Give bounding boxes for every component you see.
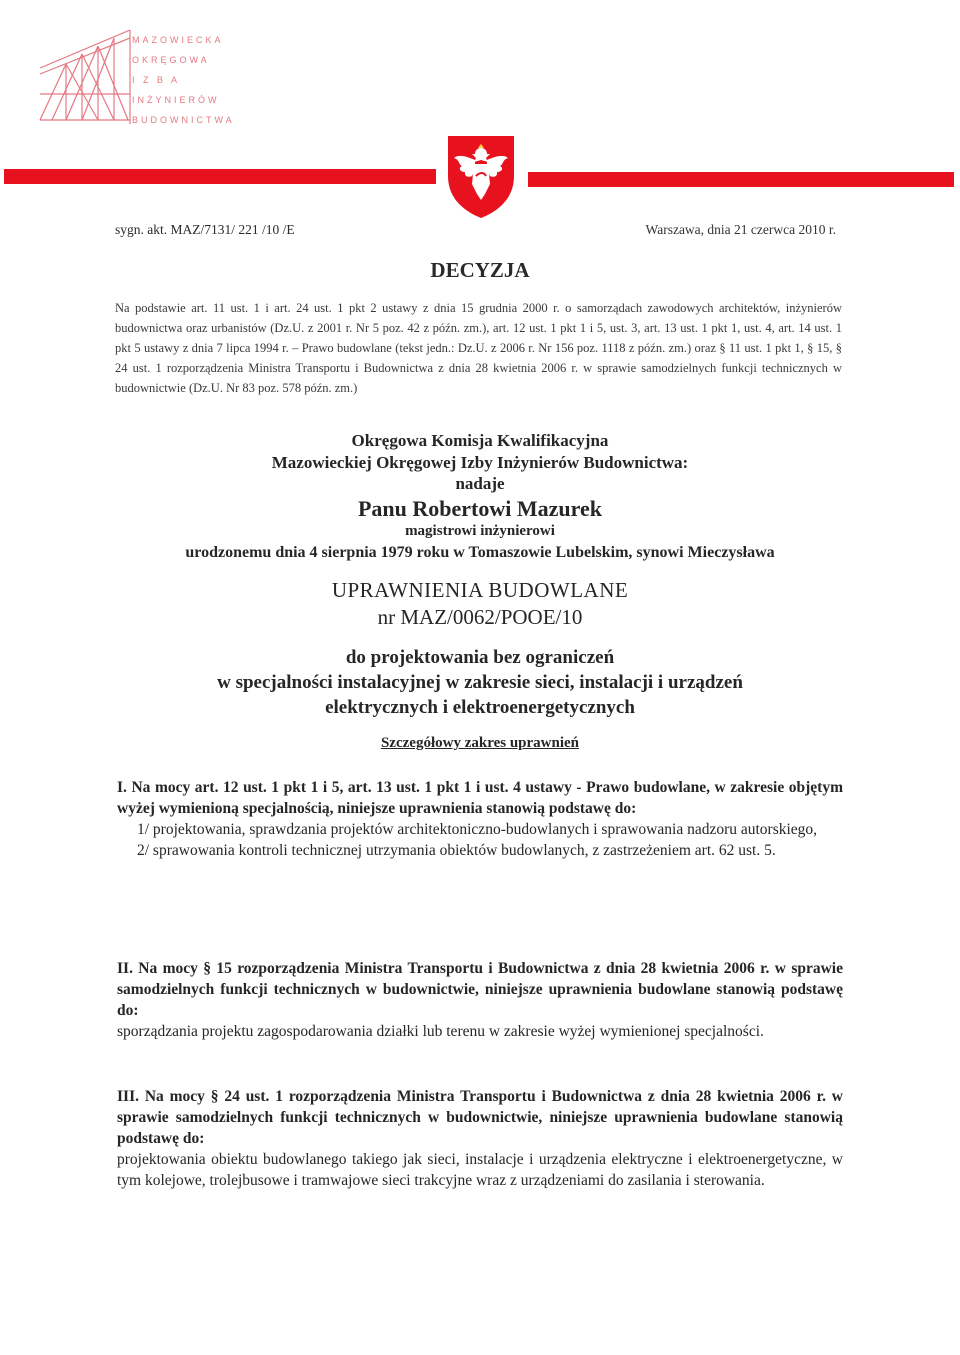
detail-heading: Szczegółowy zakres uprawnień [380,735,580,751]
section-intro: I. Na mocy art. 12 ust. 1 pkt 1 i 5, art. 13 ust. 1 pkt 1 i ust. 4 ustawy - Prawo budowlane, w zakresie objętym wyżej wymienioną specjalnością, niniejsze uprawnienia stanowią podstawę do: [117,779,843,817]
grants-word: nadaje [455,474,505,493]
chamber-name-line: BUDOWNICTWA [132,115,235,125]
commission-line: Mazowieckiej Okręgowej Izby Inżynierów Budownictwa: [271,453,689,472]
section-3 [117,1086,843,1191]
section-body: sporządzania projektu zagospodarowania działki lub terenu w zakresie wyżej wymienionej specjalności. [117,1023,764,1040]
chamber-name-line: INŻYNIERÓW [132,95,220,105]
section-intro: II. Na mocy § 15 rozporządzenia Ministra Transportu i Budownictwa z dnia 28 kwietnia 2006 r. w sprawie samodzielnych funkcji technicznych w budownictwie, niniejsze uprawnienia budowlane stanowią podstawę do: [117,960,843,1019]
permission-scope [0,645,960,720]
case-number: sygn. akt. MAZ/7131/ 221 /10 /E [115,222,295,237]
birth-info: urodzonemu dnia 4 sierpnia 1979 roku w Tomaszowie Lubelskim, synowi Mieczysława [185,544,775,561]
section-list-item: 2/ sprawowania kontroli technicznej utrzymania obiektów budowlanych, z zastrzeżeniem art. 62 ust. 5. [137,842,776,859]
place-and-date: Warszawa, dnia 21 czerwca 2010 r. [645,222,836,237]
permission-title: UPRAWNIENIA BUDOWLANE [331,578,629,602]
section-2 [117,958,843,1042]
scope-line: do projektowania bez ograniczeń [345,647,615,668]
scope-line: w specjalności instalacyjnej w zakresie sieci, instalacji i urządzeń [217,672,743,693]
legal-basis: Na podstawie art. 11 ust. 1 i art. 24 ust. 1 pkt 2 ustawy z dnia 15 grudnia 2000 r. o samorządach zawodowych architektów, inżynierów budownictwa oraz urbanistów (Dz.U. z 2001 r. Nr 5 poz. 42 z późn. zm.), art. 12 ust. 1 pkt 1 i 5, ust. 3, art. 13 ust. 1 pkt 1, ust. 4, art. 14 ust. 1 pkt 5 ustawy z dnia 7 lipca 1994 r. – Prawo budowlane (tekst jedn.: Dz.U. z 2006 r. Nr 156 poz. 1118 z późn. zm.) oraz § 11 ust. 1 pkt 1, § 15, § 24 ust. 1 rozporządzenia Ministra Transportu i Budownictwa z dnia 28 kwietnia 2006 r. w sprawie samodzielnych funkcji technicznych w budownictwie (Dz.U. Nr 83 poz. 578 późn. zm.) [115,301,842,395]
permission-number: nr MAZ/0062/POOE/10 [377,605,583,629]
section-list-item: 1/ projektowania, sprawdzania projektów architektoniczno-budowlanych i sprawowania nadzoru autorskiego, [137,821,818,838]
commission-name [0,430,960,474]
section-intro: III. Na mocy § 24 ust. 1 rozporządzenia Ministra Transportu i Budownictwa z dnia 28 kwietnia 2006 r. w sprawie samodzielnych funkcji technicznych w budownictwie, niniejsze uprawnienia budowlane stanowią podstawę do: [117,1088,843,1147]
voivodeship-coat-of-arms [438,130,524,220]
section-1 [117,777,843,861]
chamber-name [132,30,272,130]
eagle-shield-icon [438,130,524,220]
header-band-left [4,169,436,184]
document-heading: DECYZJA [430,258,530,282]
section-body: projektowania obiektu budowlanego takiego jak sieci, instalacje i urządzenia elektryczne i elektroenergetyczne, w tym kolejowe, trolejbusowe i tramwajowe sieci trakcyjne wraz z urządzeniami do zasilania i sterowania. [117,1151,843,1189]
chamber-name-line: OKRĘGOWA [132,55,210,65]
recipient-name: Panu Robertowi Mazurek [357,496,603,521]
chamber-name-line: I Z B A [132,75,181,85]
recipient-title: magistrowi inżynierowi [405,523,555,539]
commission-line: Okręgowa Komisja Kwalifikacyjna [351,431,609,450]
header-band-right [528,172,954,187]
scope-line: elektrycznych i elektroenergetycznych [325,697,635,718]
chamber-name-line: MAZOWIECKA [132,35,224,45]
